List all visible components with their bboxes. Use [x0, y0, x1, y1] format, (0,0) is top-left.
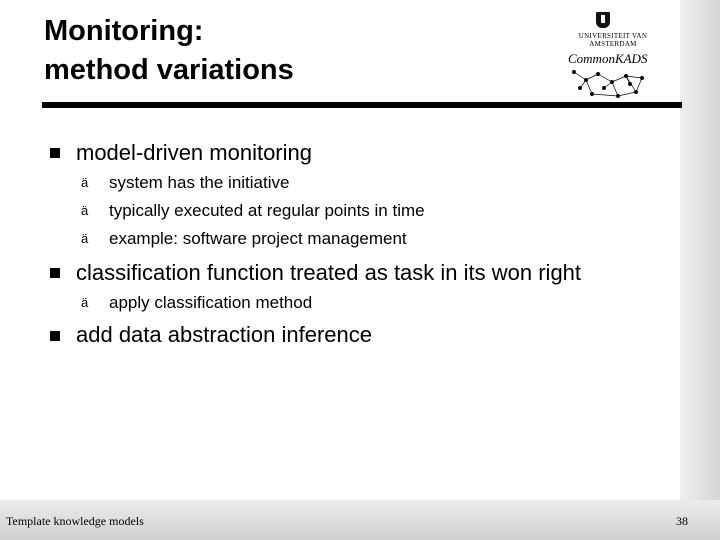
bullet-1-sub-2: typically executed at regular points in time: [109, 201, 425, 220]
bullet-2-sub-1: apply classification method: [109, 293, 313, 312]
network-graph-icon: [566, 66, 652, 102]
university-logo-text: UNIVERSITEIT VAN AMSTERDAM: [578, 32, 648, 48]
title-line-2: method variations: [44, 54, 294, 86]
title-divider: [42, 102, 682, 108]
commonkads-logo-text: CommonKADS: [568, 51, 648, 66]
bullet-square-icon: [50, 268, 60, 278]
sub-bullet-arrow-icon: ä: [81, 203, 89, 218]
right-edge-shade: [680, 0, 720, 540]
bullet-2-text: classification function treated as task in its won right: [76, 260, 582, 285]
title-line-1: Monitoring:: [44, 15, 204, 47]
bullet-square-icon: [50, 148, 60, 158]
shield-icon: [596, 12, 610, 28]
footer-title: Template knowledge models: [6, 514, 144, 528]
bullet-square-icon: [50, 331, 60, 341]
commonkads-logo: [566, 52, 652, 102]
sub-bullet-arrow-icon: ä: [81, 295, 89, 310]
sub-bullet-arrow-icon: ä: [81, 175, 89, 190]
bullet-1-text: model-driven monitoring: [76, 140, 312, 165]
bullet-1-sub-1: system has the initiative: [109, 173, 290, 192]
slide-title: [44, 12, 294, 90]
bullet-1-sub-3: example: software project management: [109, 229, 407, 248]
sub-bullet-arrow-icon: ä: [81, 231, 89, 246]
bullet-3-text: add data abstraction inference: [76, 322, 372, 347]
page-number: 38: [676, 514, 688, 528]
university-logo: [558, 12, 668, 48]
